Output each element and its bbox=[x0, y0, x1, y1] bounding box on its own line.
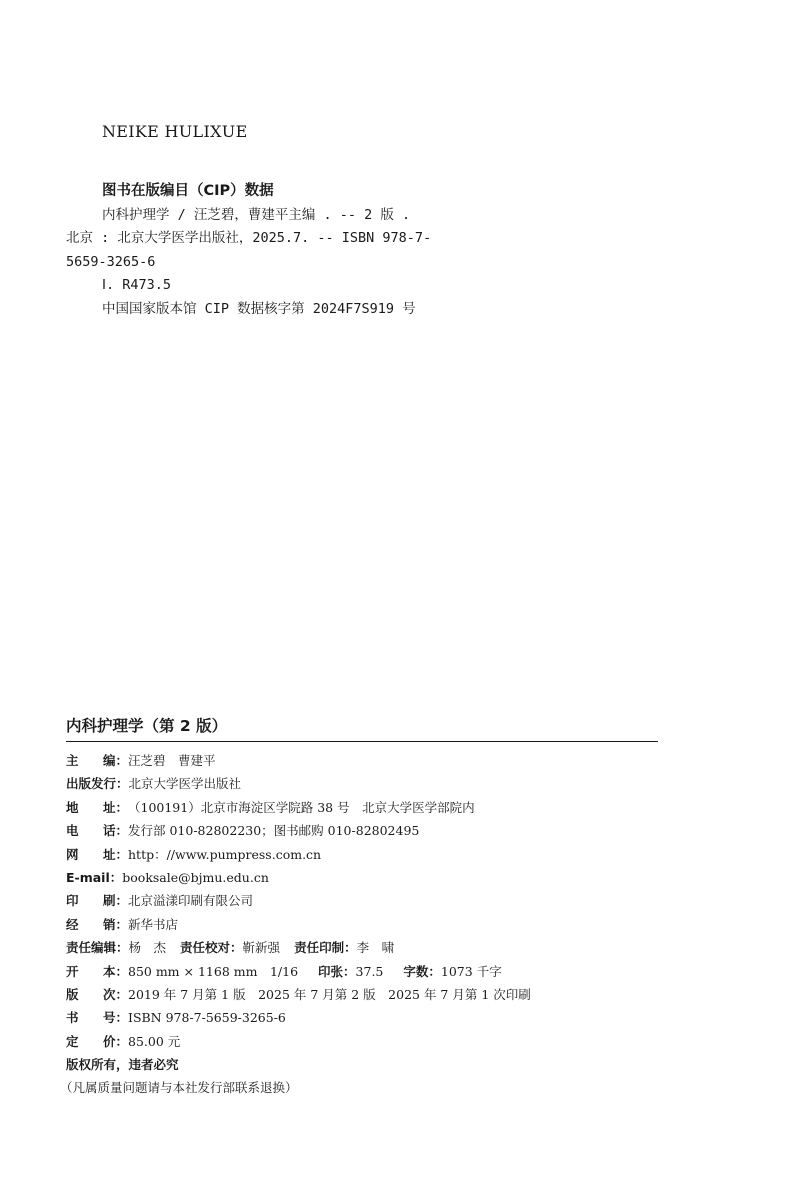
address-label-b: 址： bbox=[102, 799, 128, 815]
rights-row bbox=[66, 1055, 658, 1078]
imprint-block bbox=[60, 714, 658, 1102]
website-label-a: 网 bbox=[66, 846, 79, 862]
website-label-b: 址： bbox=[102, 846, 128, 862]
responsibility-row bbox=[66, 938, 658, 961]
isbn-label-a: 书 bbox=[66, 1010, 79, 1026]
editors-value: 汪芝碧 曹建平 bbox=[128, 753, 216, 768]
editors-label-b: 编： bbox=[102, 753, 128, 768]
price-label-a: 定 bbox=[66, 1033, 79, 1049]
distributor-label-a: 经 bbox=[66, 916, 79, 932]
format-label-a: 开 bbox=[66, 963, 79, 979]
print-manager-label: 责任印制： bbox=[294, 940, 357, 956]
website-value: http：//www.pumpress.com.cn bbox=[128, 846, 322, 862]
email-label: E-mail： bbox=[66, 869, 123, 885]
editor-in-charge-label: 责任编辑： bbox=[66, 940, 129, 956]
editor-in-charge-value: 杨 杰 bbox=[128, 940, 167, 956]
cip-isbn-continuation: 5659-3265-6 bbox=[66, 253, 156, 270]
isbn-label-b: 号： bbox=[102, 1010, 128, 1026]
isbn-value: ISBN 978-7-5659-3265-6 bbox=[128, 1010, 286, 1026]
price-label-b: 价： bbox=[102, 1033, 128, 1049]
format-value: 850 mm × 1168 mm 1/16 bbox=[128, 963, 299, 979]
imprint-rows bbox=[60, 751, 658, 1102]
isbn-label bbox=[66, 1008, 128, 1026]
editors-row bbox=[66, 751, 658, 774]
website-label bbox=[66, 845, 128, 863]
address-row bbox=[66, 798, 658, 821]
copyright-notice: 版权所有，违者必究 bbox=[66, 1057, 179, 1073]
edition-row bbox=[66, 985, 658, 1008]
edition-label-b: 次： bbox=[102, 986, 128, 1002]
price-label bbox=[66, 1032, 128, 1050]
publisher-label: 出版发行： bbox=[66, 776, 129, 792]
distributor-label bbox=[66, 915, 128, 933]
editors-label-a: 主 bbox=[66, 753, 79, 768]
proofreader-label: 责任校对： bbox=[180, 940, 243, 956]
publisher-row bbox=[66, 774, 658, 797]
format-label bbox=[66, 962, 128, 980]
format-row bbox=[66, 962, 658, 985]
printer-label-a: 印 bbox=[66, 893, 79, 909]
printer-label bbox=[66, 891, 128, 909]
publisher-value: 北京大学医学出版社 bbox=[128, 776, 242, 792]
phone-row bbox=[66, 821, 658, 844]
phone-value: 发行部 010-82802230；图书邮购 010-82802495 bbox=[128, 823, 420, 839]
sheets-label: 印张： bbox=[318, 963, 356, 979]
price-row bbox=[66, 1032, 658, 1055]
proofreader-value: 靳新强 bbox=[242, 940, 281, 956]
pinyin-title: NEIKE HULIXUE bbox=[102, 122, 248, 141]
isbn-row bbox=[66, 1008, 658, 1031]
sheets-value: 37.5 bbox=[355, 963, 384, 979]
address-value: （100191）北京市海淀区学院路 38 号 北京大学医学部院内 bbox=[128, 799, 475, 815]
cip-data-block bbox=[66, 180, 546, 321]
website-row bbox=[66, 845, 658, 868]
editors-label bbox=[66, 751, 128, 769]
printer-label-b: 刷： bbox=[102, 893, 128, 909]
phone-label-a: 电 bbox=[66, 823, 79, 839]
return-policy-note: （凡属质量问题请与本社发行部联系退换） bbox=[60, 1080, 298, 1096]
cip-verification-number: 中国国家版本馆 CIP 数据核字第 2024F7S919 号 bbox=[102, 300, 416, 317]
email-row bbox=[66, 868, 658, 891]
email-value: booksale@bjmu.edu.cn bbox=[122, 869, 269, 885]
format-label-b: 本： bbox=[102, 963, 128, 979]
cip-classification: Ⅰ. R473.5 bbox=[102, 277, 172, 293]
word-count-value: 1073 千字 bbox=[440, 963, 502, 979]
cip-publisher-line: 北京 : 北京大学医学出版社，2025.7. -- ISBN 978-7- bbox=[66, 230, 432, 246]
edition-label bbox=[66, 985, 128, 1003]
printer-row bbox=[66, 891, 658, 914]
cip-title-line: 内科护理学 / 汪芝碧，曹建平主编 . -- 2 版 . bbox=[102, 206, 411, 223]
price-value: 85.00 元 bbox=[128, 1033, 181, 1049]
book-title: 内科护理学（第 2 版） bbox=[66, 714, 658, 742]
edition-value: 2019 年 7 月第 1 版 2025 年 7 月第 2 版 2025 年 7 月第 1 次印刷 bbox=[128, 986, 531, 1002]
phone-label bbox=[66, 821, 128, 839]
word-count-label: 字数： bbox=[403, 963, 441, 979]
address-label-a: 地 bbox=[66, 799, 79, 815]
cip-heading: 图书在版编目（CIP）数据 bbox=[102, 183, 274, 199]
printer-value: 北京溢漾印刷有限公司 bbox=[128, 893, 254, 909]
distributor-row bbox=[66, 915, 658, 938]
edition-label-a: 版 bbox=[66, 986, 79, 1002]
distributor-value: 新华书店 bbox=[128, 916, 179, 932]
address-label bbox=[66, 798, 128, 816]
print-manager-value: 李 啸 bbox=[356, 940, 395, 956]
distributor-label-b: 销： bbox=[102, 916, 128, 932]
return-note-row bbox=[60, 1078, 658, 1101]
phone-label-b: 话： bbox=[102, 823, 128, 839]
